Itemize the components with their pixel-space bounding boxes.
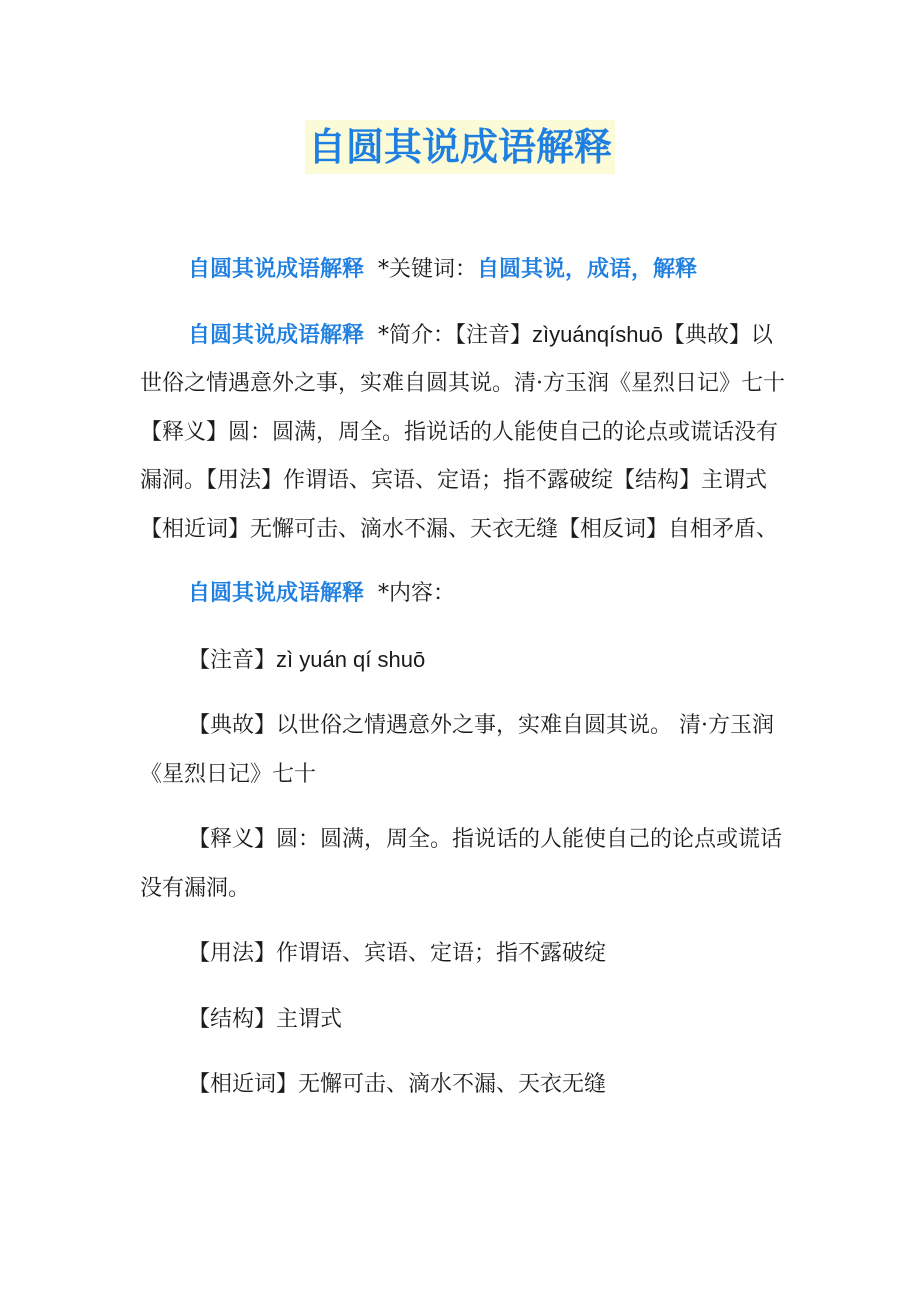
page-title: 自圆其说成语解释 [305,120,615,174]
yongfa-paragraph: 【用法】作谓语、宾语、定语；指不露破绽 [188,941,607,966]
intro-paragraph [140,311,790,555]
title-container [0,120,920,174]
keywords-lead: 自圆其说成语解释 [188,257,365,282]
intro-body-text: 【典故】以世俗之情遇意外之事，实难自圆其说。清·方玉润《星烈日记》七十【释义】圆：圆满，周全。指说话的人能使自己的论点或谎话没有漏洞。【用法】作谓语、宾语、定语；指不露破绽【结构】主谓式【相近词】无懈可击、滴水不漏、天衣无缝【相反词】自相矛盾、 [140,322,785,542]
document-body [140,246,790,1110]
shiyi-paragraph: 【释义】圆：圆满，周全。指说话的人能使自己的论点或谎话没有漏洞。 [140,827,783,901]
content-lead: 自圆其说成语解释 [188,581,365,606]
zhuyin-paragraph [140,636,790,686]
keywords-list: 自圆其说，成语，解释 [477,257,698,282]
zhuyin-value: zì yuán qí shuō [276,646,426,672]
content-label: *内容： [378,581,456,606]
intro-lead: 自圆其说成语解释 [188,322,365,348]
content-paragraph [140,570,790,619]
zhuyin-label: 【注音】 [188,647,277,673]
jiegou-paragraph: 【结构】主谓式 [188,1006,343,1032]
diangu-paragraph: 【典故】以世俗之情遇意外之事，实难自圆其说。 清·方玉润《星烈日记》七十 [140,713,774,787]
intro-zhuyin-label: 【注音】 [455,322,533,348]
keywords-paragraph [140,246,790,295]
intro-pinyin: zìyuánqíshuō [532,321,663,347]
intro-label: *简介： [378,322,456,348]
keywords-label: *关键词： [378,257,478,282]
xiangjinci-paragraph: 【相近词】无懈可击、滴水不漏、天衣无缝 [188,1072,607,1097]
